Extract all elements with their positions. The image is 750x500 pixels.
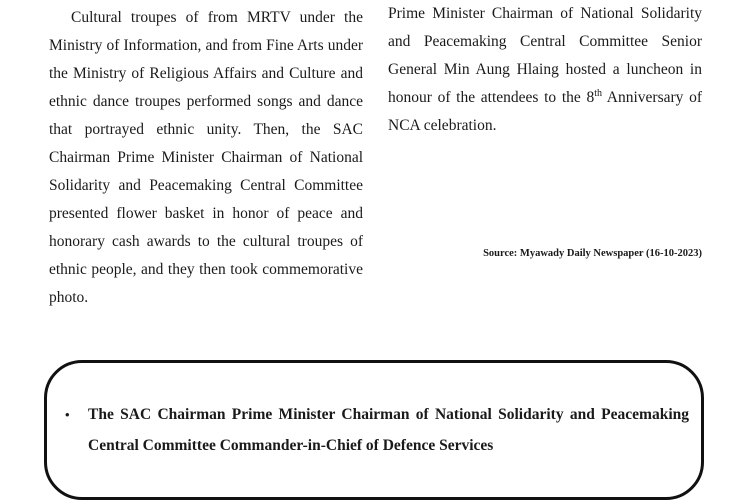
source-citation: Source: Myawady Daily Newspaper (16-10-2023) (483, 248, 702, 259)
right-column-paragraph (388, 0, 702, 140)
highlight-list-item (65, 399, 689, 461)
highlight-item-text: The SAC Chairman Prime Minister Chairman of National Solidarity and Peacemaking Central Committee Commander-in-Chief of Defence Services (88, 406, 689, 454)
left-column-paragraph: Cultural troupes of from MRTV under the Ministry of Information, and from Fine Arts under the Ministry of Religious Affairs and Culture and ethnic dance troupes performed songs and dance that portrayed ethnic unity. Then, the SAC Chairman Prime Minister Chairman of National Solidarity and Peacemaking Central Committee presented flower basket in honor of peace and honorary cash awards to the cultural troupes of ethnic people, and they then took commemorative photo. (49, 9, 363, 306)
left-column (49, 4, 363, 312)
bullet-marker: • (65, 407, 70, 422)
ordinal-number: 8 (586, 89, 595, 106)
ordinal-suffix: th (594, 87, 602, 99)
right-paragraph-start: Prime Minister Chairman of National Solidarity and Peacemaking Central Committee Senior General Min Aung Hlaing hosted a luncheon in honour of the attendees to the (388, 5, 702, 106)
right-paragraph-end: Anniversary of NCA celebration. (388, 89, 702, 134)
highlight-box (44, 360, 704, 500)
right-column (388, 0, 702, 140)
highlight-list (65, 399, 689, 461)
